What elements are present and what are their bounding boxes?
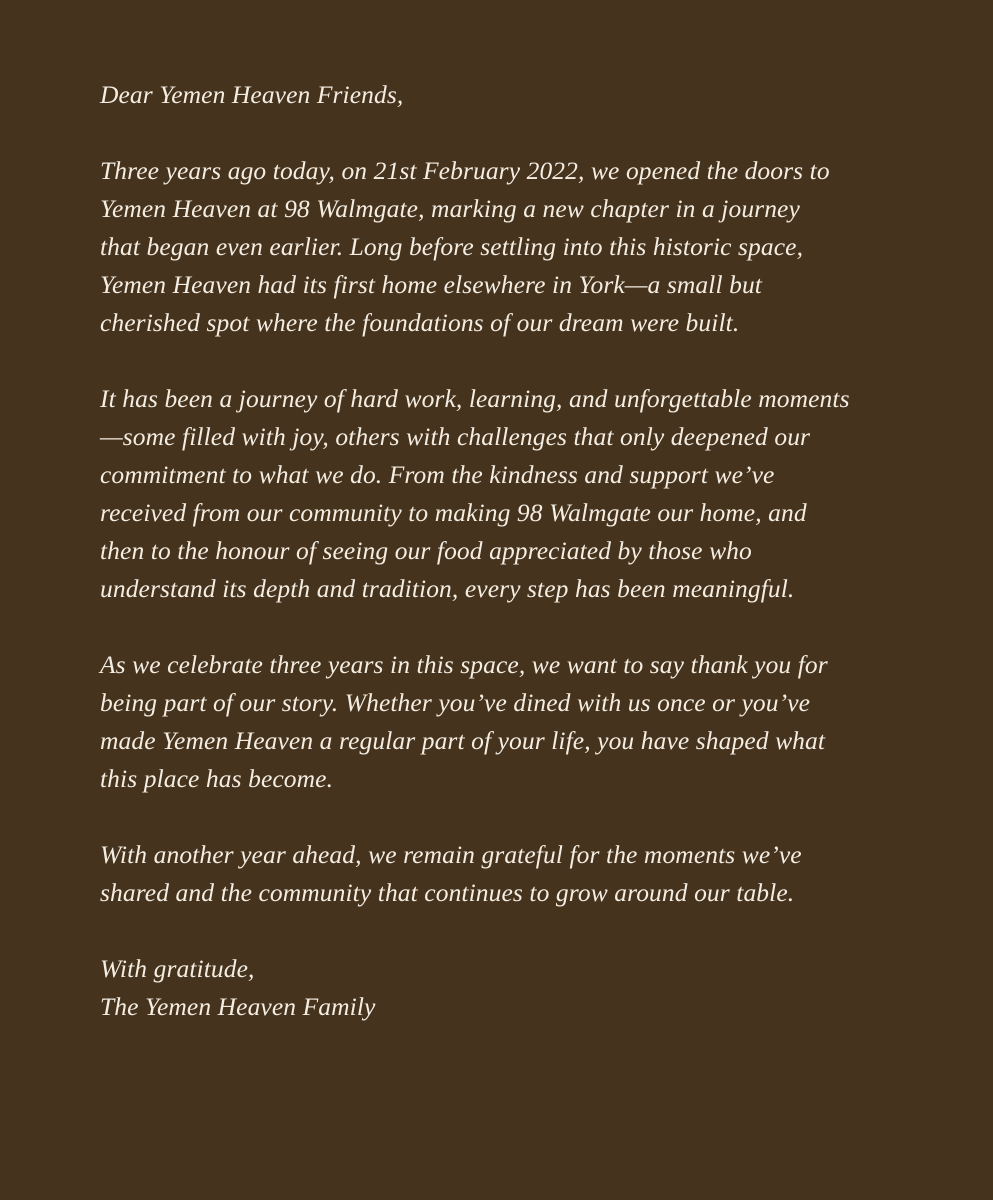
closing-line: With gratitude, [100,954,255,983]
paragraph-line: Yemen Heaven had its first home elsewhere in York—a small but [100,270,762,299]
paragraph-line: shared and the community that continues to grow around our table. [100,878,795,907]
paragraph-ahead [100,836,913,912]
paragraph-line: With another year ahead, we remain grateful for the moments we’ve [100,840,802,869]
paragraph-line: made Yemen Heaven a regular part of your life, you have shaped what [100,726,826,755]
sign-off [100,950,913,1026]
paragraph-line: It has been a journey of hard work, learning, and unforgettable moments [100,384,850,413]
paragraph-journey [100,380,913,608]
paragraph-line: As we celebrate three years in this space, we want to say thank you for [100,650,828,679]
paragraph-line: Yemen Heaven at 98 Walmgate, marking a new chapter in a journey [100,194,800,223]
paragraph-thanks [100,646,913,798]
paragraph-line: cherished spot where the foundations of our dream were built. [100,308,740,337]
paragraph-line: this place has become. [100,764,334,793]
paragraph-line: then to the honour of seeing our food appreciated by those who [100,536,752,565]
paragraph-line: commitment to what we do. From the kindness and support we’ve [100,460,775,489]
paragraph-line: Three years ago today, on 21st February 2022, we opened the doors to [100,156,830,185]
paragraph-line: that began even earlier. Long before settling into this historic space, [100,232,804,261]
signature: The Yemen Heaven Family [100,992,376,1021]
paragraph-opening [100,152,913,342]
paragraph-line: being part of our story. Whether you’ve dined with us once or you’ve [100,688,811,717]
salutation: Dear Yemen Heaven Friends, [100,80,404,109]
paragraph-line: understand its depth and tradition, every step has been meaningful. [100,574,795,603]
paragraph-line: —some filled with joy, others with challenges that only deepened our [100,422,811,451]
paragraph-line: received from our community to making 98 Walmgate our home, and [100,498,807,527]
